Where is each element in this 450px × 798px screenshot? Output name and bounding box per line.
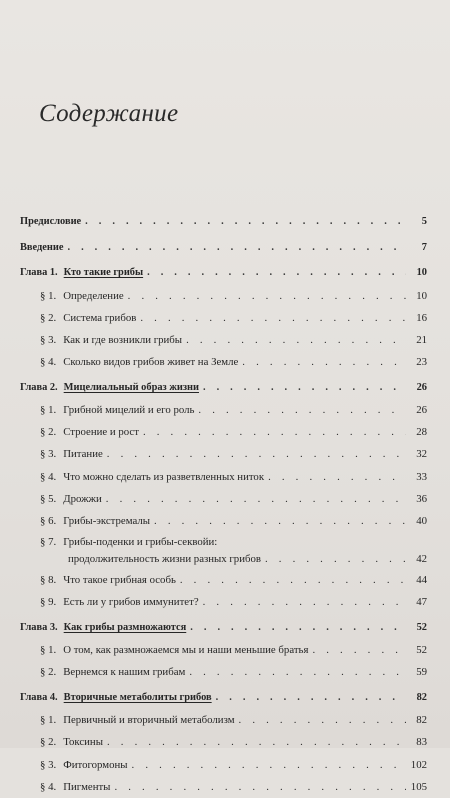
toc-label: Что можно сделать из разветвленных ниток — [63, 470, 265, 483]
toc-page-number: 26 — [416, 404, 427, 416]
toc-number: § 1. — [40, 289, 57, 302]
toc-label: Есть ли у грибов иммунитет? — [63, 596, 199, 609]
toc-number: Глава 2. — [20, 381, 58, 393]
toc-number: § 4. — [40, 356, 57, 369]
toc-paragraph[interactable] — [20, 399, 427, 421]
dot-leader — [189, 661, 406, 683]
toc-number: § 8. — [40, 574, 57, 587]
toc-entry-line — [20, 237, 427, 259]
dot-leader — [242, 351, 406, 373]
toc-entry-line — [20, 262, 427, 284]
toc-page-number: 47 — [416, 596, 427, 609]
toc-number: § 2. — [40, 736, 57, 749]
toc-number: Глава 3. — [20, 622, 58, 633]
toc-page-number: 7 — [421, 241, 427, 253]
toc-number: Глава 4. — [20, 692, 58, 704]
toc-number: § 3. — [40, 333, 57, 346]
toc-label: Грибы-экстремалы — [63, 514, 151, 527]
dot-leader — [239, 709, 406, 731]
toc-paragraph[interactable] — [20, 421, 427, 443]
dot-leader — [107, 443, 406, 465]
toc-page-number: 10 — [416, 289, 427, 302]
toc-paragraph[interactable] — [20, 285, 427, 307]
toc-paragraph[interactable] — [20, 443, 427, 465]
toc-page-number: 59 — [416, 666, 427, 679]
toc-label: Фитогормоны — [63, 758, 128, 771]
dot-leader — [106, 488, 406, 510]
toc-page-number: 42 — [416, 552, 427, 565]
toc-chapter[interactable] — [20, 617, 427, 639]
table-of-contents — [20, 211, 427, 798]
toc-entry-line — [40, 443, 427, 465]
toc-number: § 3. — [40, 758, 57, 771]
toc-page-number: 26 — [416, 381, 427, 393]
toc-paragraph[interactable] — [20, 731, 427, 753]
toc-paragraph[interactable] — [20, 754, 427, 776]
toc-paragraph[interactable] — [20, 569, 427, 591]
toc-chapter[interactable] — [20, 262, 427, 284]
toc-entry-line — [40, 329, 427, 351]
toc-number: § 2. — [40, 311, 57, 324]
toc-page-number: 28 — [416, 426, 427, 439]
toc-label: Определение — [63, 289, 124, 302]
toc-section[interactable] — [20, 211, 427, 233]
toc-label: Первичный и вторичный метаболизм — [63, 714, 235, 727]
toc-entry-line — [40, 488, 427, 510]
toc-label: Строение и рост — [63, 426, 139, 439]
dot-leader — [186, 329, 406, 351]
toc-page-number: 21 — [416, 333, 427, 346]
toc-entry-line — [40, 569, 427, 591]
toc-entry-line — [40, 661, 427, 683]
toc-entry-line — [20, 617, 427, 639]
toc-label: Грибной мицелий и его роль — [63, 404, 195, 416]
dot-leader — [140, 307, 406, 329]
toc-label: Токсины — [63, 736, 103, 749]
toc-label: Мицелиальный образ жизни — [63, 381, 199, 393]
dot-leader — [203, 591, 406, 613]
toc-paragraph[interactable] — [20, 776, 427, 798]
toc-page-number: 5 — [421, 216, 427, 227]
toc-page-number: 105 — [410, 780, 427, 793]
dot-leader — [85, 211, 406, 233]
toc-chapter[interactable] — [20, 377, 427, 399]
toc-entry-line — [40, 534, 427, 551]
dot-leader — [312, 639, 406, 661]
toc-page-number: 82 — [416, 714, 427, 727]
toc-label: Система грибов — [63, 311, 137, 324]
dot-leader — [114, 776, 406, 798]
dot-leader — [67, 237, 406, 259]
dot-leader — [216, 687, 406, 709]
toc-page-number: 16 — [416, 311, 427, 324]
toc-paragraph[interactable] — [20, 307, 427, 329]
dot-leader — [203, 377, 406, 399]
toc-page-number: 36 — [416, 492, 427, 505]
toc-label: Вторичные метаболиты грибов — [63, 692, 212, 704]
toc-entry-line — [20, 211, 427, 233]
toc-label: О том, как размножаемся мы и наши меньшие братья — [63, 644, 309, 657]
toc-entry-line — [40, 285, 427, 307]
toc-paragraph[interactable] — [20, 639, 427, 661]
toc-entry-line — [40, 591, 427, 613]
toc-number: § 4. — [40, 470, 57, 483]
toc-number: § 9. — [40, 596, 57, 609]
toc-label: Пигменты — [63, 780, 111, 793]
dot-leader — [265, 551, 406, 568]
toc-label: Кто такие грибы — [63, 267, 144, 279]
toc-page-number: 33 — [416, 470, 427, 483]
toc-number: § 4. — [40, 780, 57, 793]
toc-page-number: 23 — [416, 356, 427, 369]
toc-label-continued: продолжительность жизни разных грибов — [68, 552, 261, 565]
toc-number: § 2. — [40, 426, 57, 439]
toc-page-number: 44 — [416, 574, 427, 587]
dot-leader — [147, 262, 406, 284]
toc-number: § 5. — [40, 492, 57, 505]
toc-entry-line — [40, 776, 427, 798]
toc-number: § 1. — [40, 644, 57, 657]
toc-paragraph[interactable] — [20, 510, 427, 532]
toc-page-number: 82 — [416, 692, 427, 704]
toc-paragraph[interactable] — [20, 466, 427, 488]
toc-entry-line — [40, 399, 427, 421]
dot-leader — [128, 285, 406, 307]
toc-label: Грибы-поденки и грибы-секвойи: — [63, 536, 218, 549]
toc-entry-line — [40, 466, 427, 488]
toc-entry-line — [40, 307, 427, 329]
toc-paragraph[interactable] — [20, 532, 427, 569]
toc-page-number: 40 — [416, 514, 427, 527]
dot-leader — [268, 466, 406, 488]
toc-entry-line — [20, 687, 427, 709]
toc-number: § 6. — [40, 514, 57, 527]
toc-label: Вернемся к нашим грибам — [63, 666, 186, 679]
toc-page-number: 83 — [416, 736, 427, 749]
dot-leader — [190, 617, 406, 639]
toc-paragraph[interactable] — [20, 488, 427, 510]
toc-entry-line — [40, 421, 427, 443]
dot-leader — [143, 421, 406, 443]
dot-leader — [107, 731, 406, 753]
toc-number: § 2. — [40, 666, 57, 679]
toc-entry-line — [40, 510, 427, 532]
toc-paragraph[interactable] — [20, 661, 427, 683]
dot-leader — [154, 510, 406, 532]
toc-label: Дрожжи — [63, 492, 102, 505]
toc-page-number: 32 — [416, 448, 427, 461]
dot-leader — [180, 569, 406, 591]
toc-entry-line — [20, 377, 427, 399]
toc-number: § 3. — [40, 448, 57, 461]
dot-leader — [198, 399, 406, 421]
toc-chapter[interactable] — [20, 687, 427, 709]
toc-paragraph[interactable] — [20, 591, 427, 613]
dot-leader — [132, 754, 406, 776]
toc-number: § 1. — [40, 404, 57, 416]
toc-number: Глава 1. — [20, 267, 58, 279]
toc-number: § 7. — [40, 536, 57, 549]
toc-paragraph[interactable] — [20, 709, 427, 731]
toc-entry-line — [40, 754, 427, 776]
toc-entry-line — [40, 351, 427, 373]
toc-page-number: 52 — [416, 622, 427, 633]
toc-entry-line — [40, 639, 427, 661]
toc-label: Сколько видов грибов живет на Земле — [63, 356, 239, 369]
toc-number: § 1. — [40, 714, 57, 727]
toc-label: Что такое грибная особь — [63, 574, 176, 587]
toc-paragraph[interactable] — [20, 351, 427, 373]
toc-entry-line — [40, 731, 427, 753]
toc-label: Питание — [63, 448, 103, 461]
toc-label: Предисловие — [20, 216, 82, 227]
toc-paragraph[interactable] — [20, 329, 427, 351]
toc-entry-line — [40, 709, 427, 731]
toc-section[interactable] — [20, 237, 427, 259]
toc-page-number: 102 — [410, 758, 427, 771]
toc-page-number: 52 — [416, 644, 427, 657]
toc-label: Как грибы размножаются — [63, 622, 187, 633]
page-title: Содержание — [39, 100, 179, 127]
toc-label: Как и где возникли грибы — [63, 333, 183, 346]
toc-page-number: 10 — [416, 267, 427, 279]
toc-label: Введение — [20, 241, 64, 253]
